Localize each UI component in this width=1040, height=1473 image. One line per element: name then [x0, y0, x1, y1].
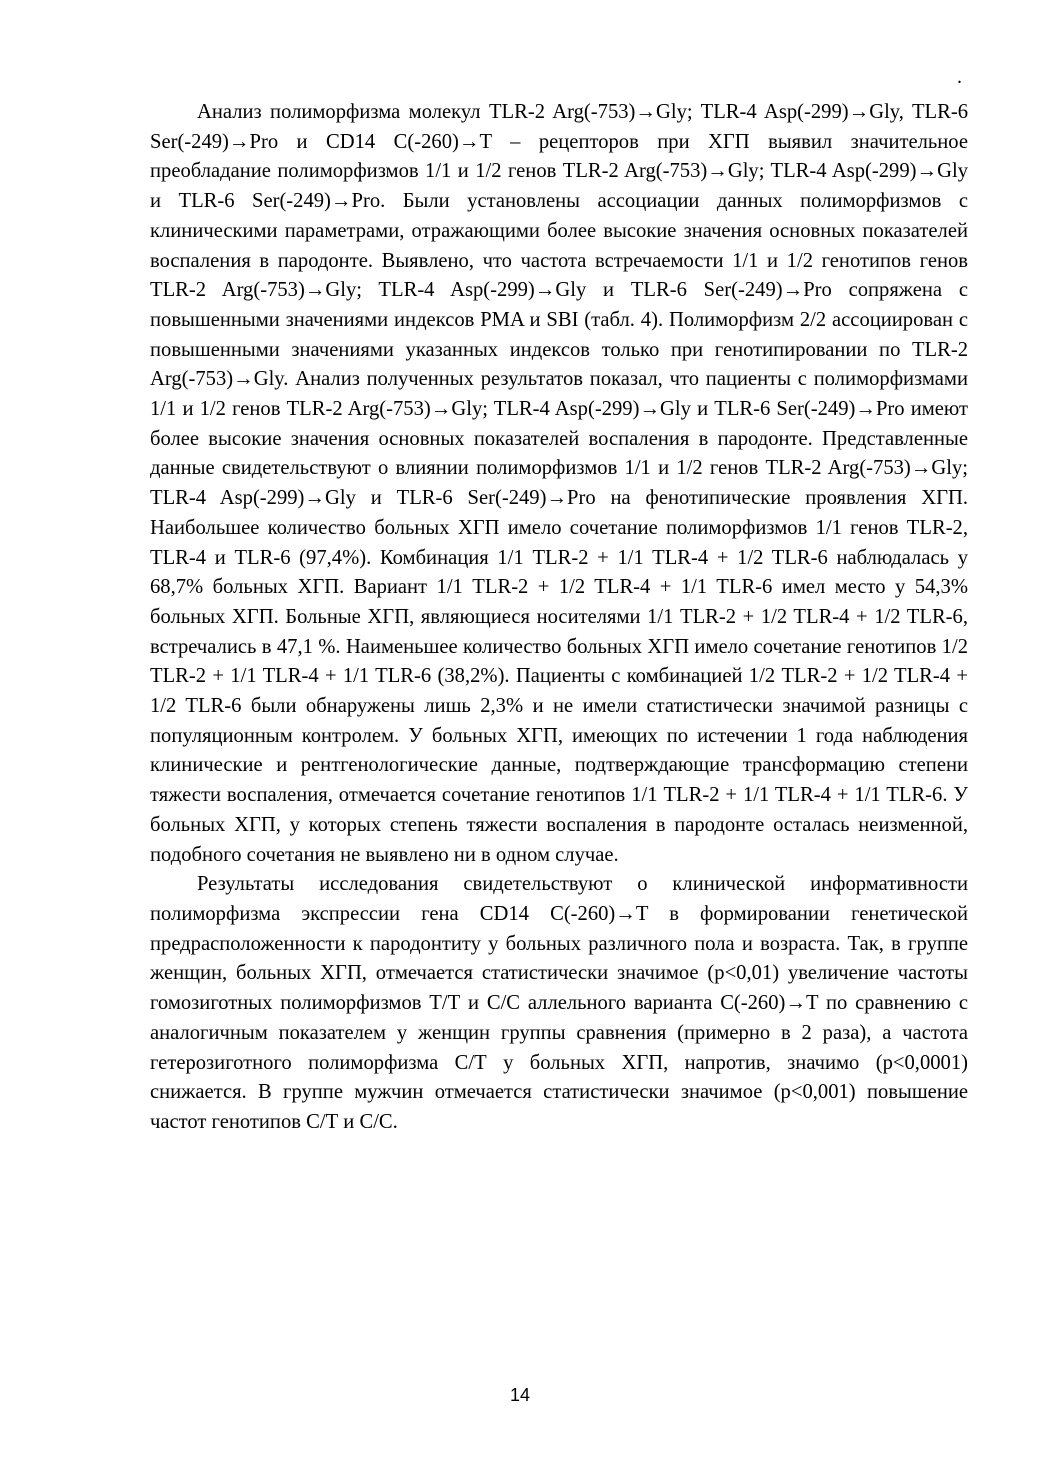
body-text: [150, 98, 968, 1138]
corner-mark: .: [957, 66, 962, 88]
paragraph-cd14-results: Результаты исследования свидетельствуют о клинической информативности полиморфизма экспрессии гена CD14 C(-260)→T в формировании генетической предрасположенности к пародонтиту у больных различного пола и возраста. Так, в группе женщин, больных ХГП, отмечается статистически значимое (р<0,01) увеличение частоты гомозиготных полиморфизмов Т/Т и С/С аллельного варианта C(-260)→T по сравнению с аналогичным показателем у женщин группы сравнения (примерно в 2 раза), а частота гетерозиготного полиморфизма С/Т у больных ХГП, напротив, значимо (р<0,0001) снижается. В группе мужчин отмечается статистически значимое (р<0,001) повышение частот генотипов С/Т и С/С.: [150, 873, 968, 1133]
paragraph-tlr-polymorphism: Анализ полиморфизма молекул TLR-2 Arg(-753)→Gly; TLR-4 Asp(-299)→Gly, TLR-6 Ser(-249)→Pro и CD14 C(-260)→T – рецепторов при ХГП выявил значительное преобладание полиморфизмов 1/1 и 1/2 генов TLR-2 Arg(-753)→Gly; TLR-4 Asp(-299)→Gly и TLR-6 Ser(-249)→Pro. Были установлены ассоциации данных полиморфизмов с клиническими параметрами, отражающими более высокие значения основных показателей воспаления в пародонте. Выявлено, что частота встречаемости 1/1 и 1/2 генотипов генов TLR-2 Arg(-753)→Gly; TLR-4 Asp(-299)→Gly и TLR-6 Ser(-249)→Pro сопряжена с повышенными значениями индексов PMA и SBI (табл. 4). Полиморфизм 2/2 ассоциирован с повышенными значениями указанных индексов только при генотипировании по TLR-2 Arg(-753)→Gly. Анализ полученных результатов показал, что пациенты с полиморфизмами 1/1 и 1/2 генов TLR-2 Arg(-753)→Gly; TLR-4 Asp(-299)→Gly и TLR-6 Ser(-249)→Pro имеют более высокие значения основных показателей воспаления в пародонте. Представленные данные свидетельствуют о влиянии полиморфизмов 1/1 и 1/2 генов TLR-2 Arg(-753)→Gly; TLR-4 Asp(-299)→Gly и TLR-6 Ser(-249)→Pro на фенотипические проявления ХГП. Наибольшее количество больных ХГП имело сочетание полиморфизмов 1/1 генов TLR-2, TLR-4 и TLR-6 (97,4%). Комбинация 1/1 TLR-2 + 1/1 TLR-4 + 1/2 TLR-6 наблюдалась у 68,7% больных ХГП. Вариант 1/1 TLR-2 + 1/2 TLR-4 + 1/1 TLR-6 имел место у 54,3% больных ХГП. Больные ХГП, являющиеся носителями 1/1 TLR-2 + 1/2 TLR-4 + 1/2 TLR-6, встречались в 47,1 %. Наименьшее количество больных ХГП имело сочетание генотипов 1/2 TLR-2 + 1/1 TLR-4 + 1/1 TLR-6 (38,2%). Пациенты с комбинацией 1/2 TLR-2 + 1/2 TLR-4 + 1/2 TLR-6 были обнаружены лишь 2,3% и не имели статистически значимой разницы с популяционным контролем. У больных ХГП, имеющих по истечении 1 года наблюдения клинические и рентгенологические данные, подтверждающие трансформацию степени тяжести воспаления, отмечается сочетание генотипов 1/1 TLR-2 + 1/1 TLR-4 + 1/1 TLR-6. У больных ХГП, у которых степень тяжести воспаления в пародонте осталась неизменной, подобного сочетания не выявлено ни в одном случае.: [150, 101, 968, 866]
page-number: 14: [509, 1385, 531, 1405]
